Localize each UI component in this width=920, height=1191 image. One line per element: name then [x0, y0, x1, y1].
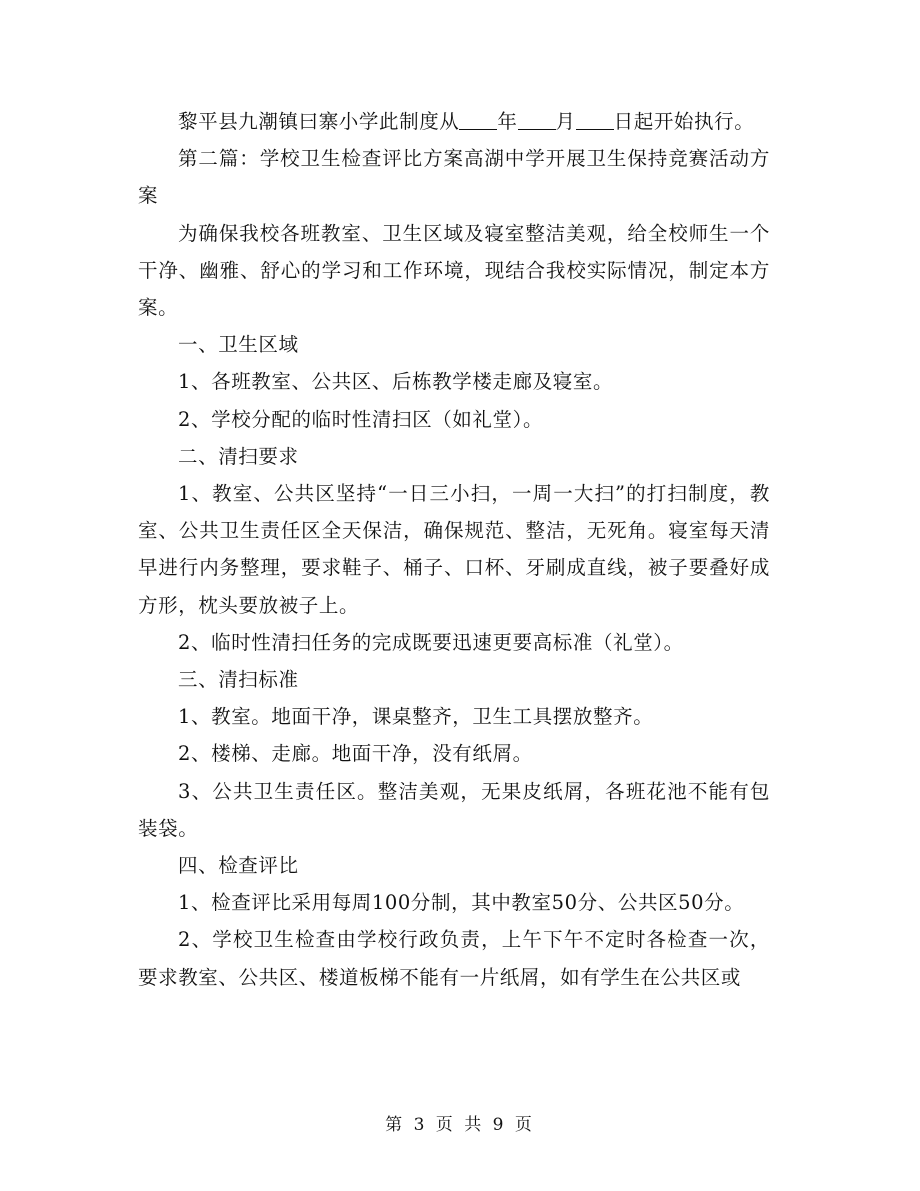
- blank-day: [576, 111, 614, 130]
- page-footer: 第 3 页 共 9 页: [385, 1115, 535, 1135]
- execution-prefix: 黎平县九潮镇曰寨小学此制度从: [178, 110, 460, 133]
- blank-month: [518, 111, 556, 130]
- blank-year: [459, 111, 497, 130]
- paragraph-areas-2: 2、学校分配的临时性清扫区（如礼堂）。: [178, 407, 544, 431]
- heading-inspection: 四、检查评比: [178, 854, 299, 878]
- paragraph-section-title: 第二篇：学校卫生检查评比方案高湖中学开展卫生保持竞赛活动方案: [138, 147, 770, 208]
- year-label: 年: [497, 110, 518, 133]
- month-label: 月: [555, 110, 576, 133]
- paragraph-execution-date: [138, 103, 770, 140]
- paragraph-areas-1: 1、各班教室、公共区、后栋教学楼走廊及寝室。: [178, 370, 614, 394]
- paragraph-standards-3: 3、公共卫生责任区。整洁美观，无果皮纸屑，各班花池不能有包装袋。: [138, 779, 770, 840]
- document-body: [138, 103, 770, 996]
- paragraph-intro: 为确保我校各班教室、卫生区域及寝室整洁美观，给全校师生一个干净、幽雅、舒心的学习和工作环境，现结合我校实际情况，制定本方案。: [138, 221, 770, 320]
- paragraph-requirements-1: 1、教室、公共区坚持“一日三小扫，一周一大扫”的打扫制度，教室、公共卫生责任区全天保洁，确保规范、整洁，无死角。寝室每天清早进行内务整理，要求鞋子、桶子、口杯、牙刷成直线，被子要叠好成方形，枕头要放被子上。: [138, 482, 770, 617]
- heading-cleaning-standards: 三、清扫标准: [178, 668, 299, 692]
- execution-suffix: 日起开始执行。: [613, 110, 755, 133]
- heading-cleaning-requirements: 二、清扫要求: [178, 444, 299, 468]
- paragraph-inspection-2: 2、学校卫生检查由学校行政负责，上午下午不定时各检查一次，要求教室、公共区、楼道板梯不能有一片纸屑，如有学生在公共区或: [138, 928, 770, 989]
- paragraph-inspection-1: 1、检查评比采用每周100分制，其中教室50分、公共区50分。: [178, 891, 745, 915]
- heading-hygiene-areas: 一、卫生区域: [178, 333, 299, 357]
- paragraph-standards-1: 1、教室。地面干净，课桌整齐，卫生工具摆放整齐。: [178, 705, 654, 729]
- paragraph-requirements-2: 2、临时性清扫任务的完成既要迅速更要高标准（礼堂）。: [178, 630, 684, 654]
- paragraph-standards-2: 2、楼梯、走廊。地面干净，没有纸屑。: [178, 742, 533, 766]
